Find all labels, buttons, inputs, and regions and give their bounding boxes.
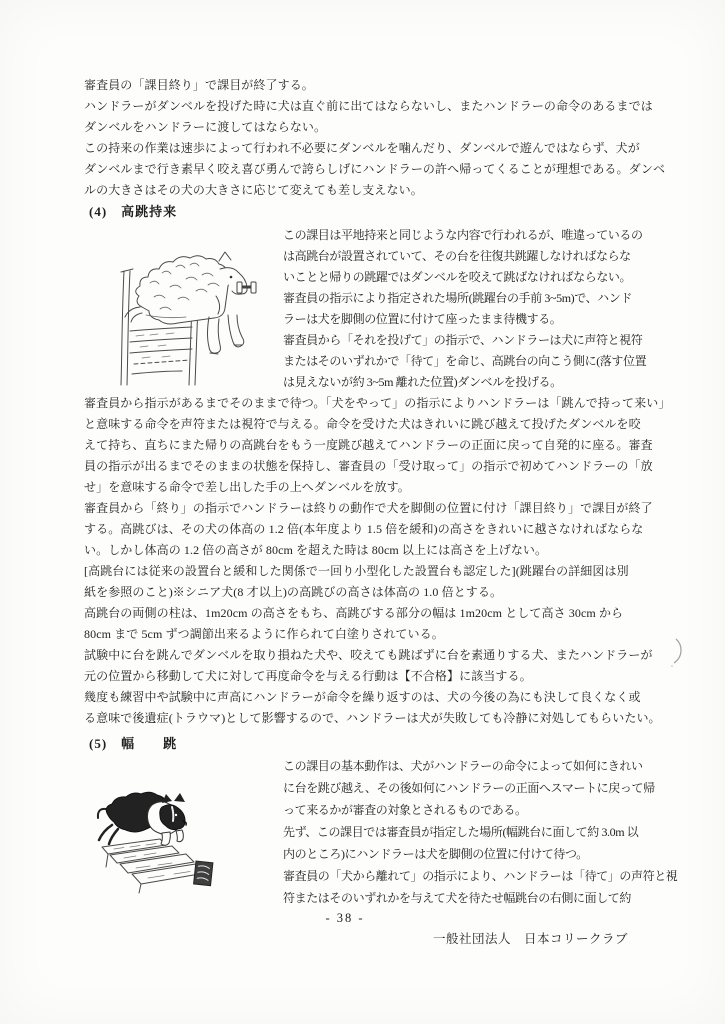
- page-number: - 38 -: [325, 911, 365, 925]
- text-line: ルの大きさはその犬の大きさに応じて変えても差し支えない。: [84, 183, 423, 197]
- high-jump-dog-illustration: [112, 241, 262, 389]
- text-line: 審査員から指示があるまでそのままで待つ。「犬をやって」の指示によりハンドラーは「跳んで持って来い」: [84, 396, 671, 410]
- text-line: ハンドラーがダンベルを投げた時に犬は直ぐ前に出てはならないし、またハンドラーの命令のあるまでは: [84, 99, 653, 113]
- text-line: この課目の基本動作は、犬がハンドラーの命令によって如何にきれい: [283, 759, 643, 773]
- text-line: 高跳台の両側の柱は、1m20cm の高さをもち、高跳びする部分の幅は 1m20cm として高さ 30cm から: [84, 606, 624, 620]
- section4-side-text: [283, 225, 647, 393]
- text-line: って来るかが審査の対象とされるものである。: [283, 803, 527, 817]
- text-line: は見えないが約 3~5m 離れた位置)ダンベルを投げる。: [283, 375, 562, 389]
- text-line: 80cm まで 5cm ずつ調節出来るように作られて白塗りされている。: [84, 627, 444, 641]
- scan-artifact-mark: [670, 636, 690, 673]
- text-line: に台を跳び越え、その後如何にハンドラーの正面へスマートに戻って帰: [283, 781, 655, 795]
- text-line: 内のところ)にハンドラーは犬を脚側の位置に付けて待つ。: [283, 847, 588, 861]
- text-line: い。しかし体高の 1.2 倍の高さが 80cm を超えた時は 80cm 以上には高さを上げない。: [84, 543, 548, 557]
- broad-jump-planks: [102, 839, 211, 893]
- text-line: この持来の作業は速歩によって行われ不必要にダンベルを噛んだり、ダンベルで遊んではならず、犬が: [84, 141, 640, 155]
- text-line: 紙を参照のこと)※シニア犬(8 才以上)の高跳びの高さは体高の 1.0 倍とする。: [84, 585, 503, 599]
- broad-jump-dog-illustration: [96, 791, 246, 897]
- section4-illustrated-block: [84, 225, 647, 393]
- section4-heading: (4) 高跳持来: [89, 204, 178, 219]
- text-line: ダンベルをハンドラーに渡してはならない。: [84, 120, 327, 134]
- text-line: この課目は平地持来と同じような内容で行われるが、唯違っているの: [283, 228, 643, 242]
- text-line: えて持ち、直ちにまた帰りの高跳台をもう一度跳び越えてハンドラーの正面に戻って自発的に座る。審査: [84, 438, 653, 452]
- intro-paragraph: [84, 75, 666, 201]
- board-hatching: [136, 333, 174, 358]
- text-line: と意味する命令を声符または視符で与える。命令を受けた犬はきれいに跳び越えて投げたダンベルを咬: [84, 417, 641, 431]
- section5-side-text: [283, 755, 678, 909]
- text-line: 試験中に台を跳んでダンベルを取り損ねた犬や、咬えても跳ばずに台を素通りする犬、またハンドラーが: [84, 648, 653, 662]
- section5-illustrated-block: [84, 755, 678, 909]
- text-line: 符またはそのいずれかを与えて犬を待たせ幅跳台の右側に面して約: [283, 891, 632, 905]
- text-line: せ」を意味する命令で差し出した手の上へダンベルを放す。: [84, 480, 410, 494]
- text-line: 審査員の「課目終り」で課目が終了する。: [84, 78, 314, 92]
- page-content: [84, 75, 678, 947]
- section5-heading: (5) 幅 跳: [89, 736, 178, 751]
- text-line: 審査員から「それを投げて」の指示で、ハンドラーは犬に声符と視符: [283, 333, 643, 347]
- text-line: る意味で後遺症(トラウマ)として影響するので、ハンドラーは犬が失敗しても冷静に対処してもらいたい。: [84, 711, 661, 725]
- text-line: ラーは犬を脚側の位置に付けて座ったまま待機する。: [283, 312, 562, 326]
- section4-body-paragraph: [84, 393, 671, 729]
- text-line: ダンベルまで行き素早く咬え喜び勇んで誇らしげにハンドラーの許へ帰ってくることが理想である。ダンベ: [84, 162, 666, 176]
- text-line: 員の指示が出るまでそのままの状態を保持し、審査員の「受け取って」の指示で初めてハンドラーの「放: [84, 459, 653, 473]
- text-line: 先ず、この課目では審査員が指定した場所(幅跳台に面して約 3.0m 以: [283, 825, 639, 839]
- text-line: 審査員の指示により指定された場所(跳躍台の手前 3~5m)で、ハンド: [283, 291, 632, 305]
- text-line: 審査員から「終り」の指示でハンドラーは終りの動作で犬を脚側の位置に付け「課目終り」で課目が終了: [84, 501, 653, 515]
- collie-leaping-sketch: [98, 792, 186, 845]
- text-line: 幾度も練習中や試験中に声高にハンドラーが命令を繰り返すのは、犬の今後の為にも決して良くなく或: [84, 690, 641, 704]
- text-line: またはそのいずれかで「待て」を命じ、高跳台の向こう側に(落す位置: [283, 354, 647, 368]
- text-line: する。高跳びは、その犬の体高の 1.2 倍(本年度より 1.5 倍を緩和)の高さをきれいに越さなければならな: [84, 522, 644, 536]
- text-line: 審査員の「犬から離れて」の指示により、ハンドラーは「待て」の声符と視: [283, 869, 678, 883]
- text-line: 元の位置から移動して犬に対して再度命令を与える行動は【不合格】に該当する。: [84, 669, 532, 683]
- footer-organization: 一般社団法人 日本コリークラブ: [432, 932, 628, 946]
- seal-stamp: [194, 861, 213, 886]
- text-line: いことと帰りの跳躍ではダンベルを咬えて跳ばなければならない。: [283, 270, 632, 284]
- text-line: [高跳台には従来の設置台と緩和した関係で一回り小型化した設置台も認定した](跳躍台の詳細図は別: [84, 564, 629, 578]
- text-line: は高跳台が設置されていて、その台を往復共跳躍しなければならな: [283, 249, 631, 263]
